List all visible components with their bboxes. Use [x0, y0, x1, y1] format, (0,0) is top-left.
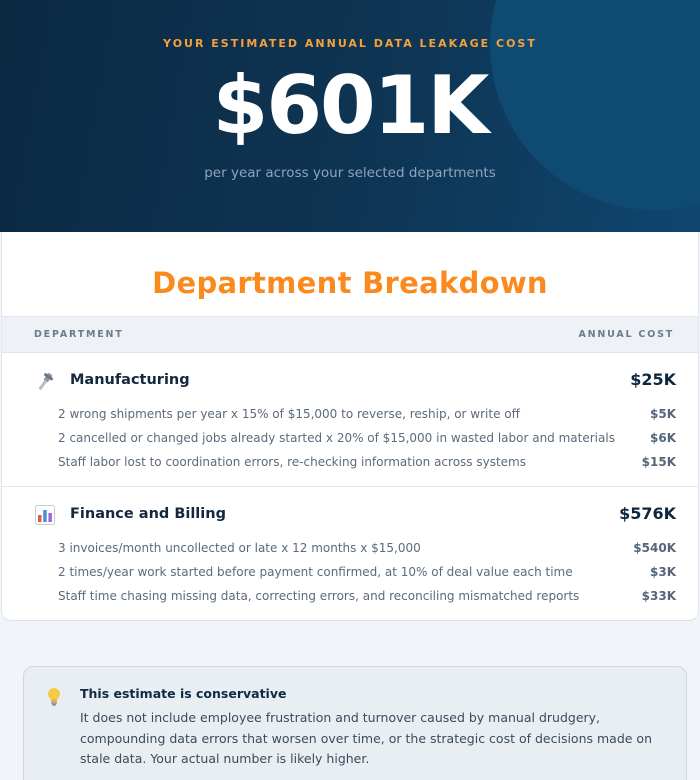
conservative-estimate-note [23, 666, 687, 780]
cost-item-description: Staff labor lost to coordination errors, re-checking information across systems [58, 455, 526, 469]
column-header-annual-cost: ANNUAL COST [578, 329, 674, 340]
cost-hero [0, 0, 700, 232]
lightbulb-icon [46, 687, 62, 707]
cost-item-value: $33K [641, 589, 676, 603]
cost-item [2, 405, 698, 425]
cost-item [2, 539, 698, 559]
department-row-finance-and-billing [2, 500, 698, 530]
note-title: This estimate is conservative [80, 686, 287, 701]
cost-item-value: $3K [650, 565, 676, 579]
department-name: Manufacturing [70, 372, 190, 388]
total-cost-value: $601K [212, 59, 488, 152]
note-body: It does not include employee frustration and turnover caused by manual drudgery, compounding data errors that worsen over time, or the strategic cost of decisions made on stale data. Your actual number is likely higher. [80, 710, 652, 766]
cost-item [2, 429, 698, 449]
cost-item-description: 3 invoices/month uncollected or late x 12 months x $15,000 [58, 541, 421, 555]
department-total: $576K [619, 504, 676, 523]
department-name: Finance and Billing [70, 506, 226, 522]
cost-item-value: $6K [650, 431, 676, 445]
department-breakdown-card [1, 232, 699, 621]
cost-item-value: $540K [633, 541, 676, 555]
cost-item-description: 2 wrong shipments per year x 15% of $15,000 to reverse, reship, or write off [58, 407, 520, 421]
cost-item-value: $5K [650, 407, 676, 421]
hero-subtitle: per year across your selected departments [204, 165, 496, 181]
cost-item-value: $15K [641, 455, 676, 469]
cost-item-description: 2 times/year work started before payment confirmed, at 10% of deal value each time [58, 565, 573, 579]
table-header [2, 316, 698, 353]
bar-chart-icon [34, 504, 56, 526]
section-title: Department Breakdown [152, 266, 548, 300]
cost-item-description: 2 cancelled or changed jobs already started x 20% of $15,000 in wasted labor and materials [58, 431, 615, 445]
hero-eyebrow: YOUR ESTIMATED ANNUAL DATA LEAKAGE COST [163, 37, 537, 50]
department-row-manufacturing [2, 366, 698, 396]
column-header-department: DEPARTMENT [34, 329, 124, 340]
cost-item [2, 587, 698, 607]
wrench-icon [34, 370, 56, 392]
department-total: $25K [630, 370, 676, 389]
cost-item-description: Staff time chasing missing data, correcting errors, and reconciling mismatched reports [58, 589, 580, 603]
department-divider [2, 486, 698, 487]
cost-item [2, 453, 698, 473]
cost-item [2, 563, 698, 583]
